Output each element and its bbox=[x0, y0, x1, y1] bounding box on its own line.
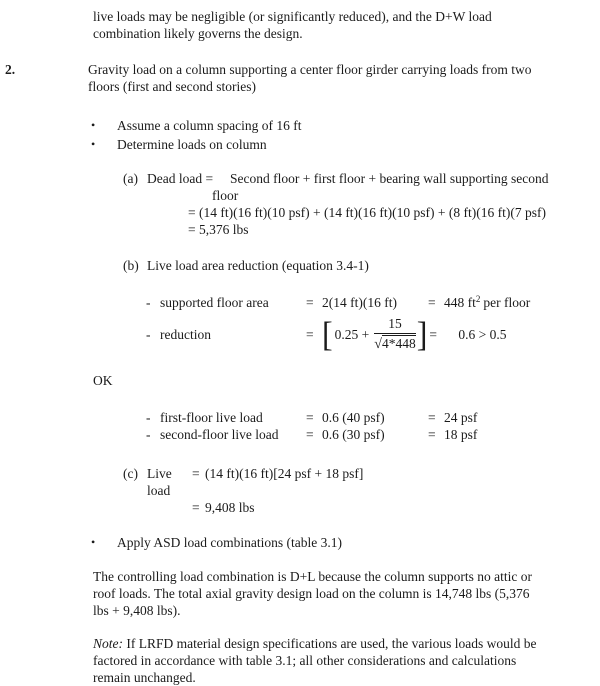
reduction-formula bbox=[333, 315, 417, 353]
left-bracket: [ bbox=[322, 314, 333, 354]
section-b-rows bbox=[0, 291, 600, 354]
row-expression: 0.6 (40 psf) bbox=[322, 410, 385, 425]
fraction-denominator bbox=[374, 334, 415, 353]
bullet-text: Apply ASD load combinations (table 3.1) bbox=[117, 535, 342, 550]
equals-sign: = bbox=[428, 410, 436, 425]
live-load-result: 9,408 lbs bbox=[205, 500, 255, 515]
dead-load-calc: = (14 ft)(16 ft)(10 psf) + (14 ft)(16 ft)(10 psf) + (8 ft)(16 ft)(7 psf) bbox=[188, 205, 546, 220]
dash-marker: - bbox=[146, 410, 151, 425]
live-load-head: Live load bbox=[147, 466, 172, 498]
row-label: first-floor live load bbox=[160, 410, 263, 425]
row-expression: 2(14 ft)(16 ft) bbox=[322, 295, 397, 310]
paragraph-line: Gravity load on a column supporting a center floor girder carrying loads from two bbox=[88, 62, 532, 77]
bullet-text: Assume a column spacing of 16 ft bbox=[117, 118, 302, 133]
equals-sign: = bbox=[192, 466, 200, 481]
note-label: Note: bbox=[93, 636, 123, 651]
fraction bbox=[374, 315, 415, 353]
row-result: 24 psf bbox=[444, 410, 478, 425]
note-text: If LRFD material design specifications are used, the various loads would be bbox=[126, 636, 537, 651]
numbered-item-2 bbox=[0, 61, 600, 95]
equals-sign: = bbox=[306, 326, 314, 342]
bullet-text: Determine loads on column bbox=[117, 137, 267, 152]
formula-term: 0.25 + bbox=[334, 326, 370, 342]
bullet-list bbox=[0, 116, 600, 154]
row-label: second-floor live load bbox=[160, 427, 279, 442]
calc-row-second-floor bbox=[146, 426, 600, 443]
live-load-expression: (14 ft)(16 ft)[24 psf + 18 psf] bbox=[205, 466, 364, 481]
dead-load-head: Dead load = bbox=[147, 171, 214, 186]
paragraph-line: floors (first and second stories) bbox=[88, 79, 256, 94]
row-label: reduction bbox=[160, 326, 211, 342]
row-label: supported floor area bbox=[160, 295, 269, 310]
paragraph-line: factored in accordance with table 3.1; all other considerations and calculations bbox=[93, 653, 517, 668]
fraction-numerator: 15 bbox=[374, 315, 415, 334]
paragraph-line: live loads may be negligible (or significantly reduced), and the D+W load bbox=[93, 9, 492, 24]
dead-load-wrap: floor bbox=[212, 188, 239, 203]
section-a-headline bbox=[123, 170, 600, 187]
dead-load-expression: Second floor + first floor + bearing wall supporting second bbox=[230, 171, 549, 186]
bullet-item-asd bbox=[91, 533, 600, 552]
section-c-live-load bbox=[123, 465, 600, 516]
row-result: 0.6 > 0.5 bbox=[458, 326, 507, 342]
bullet-icon: • bbox=[91, 137, 96, 151]
sqrt-icon: √ bbox=[374, 337, 382, 352]
result-text: 448 ft bbox=[444, 295, 476, 310]
row-expression: 0.6 (30 psf) bbox=[322, 427, 385, 442]
result-text: per floor bbox=[483, 295, 531, 310]
calc-row-first-floor bbox=[146, 409, 600, 426]
dead-load-result: = 5,376 lbs bbox=[188, 222, 249, 237]
section-b-title: Live load area reduction (equation 3.4-1) bbox=[147, 258, 369, 273]
row-result bbox=[444, 291, 530, 311]
equals-sign: = bbox=[192, 500, 200, 515]
intro-paragraph bbox=[93, 8, 582, 42]
section-b-live-load-reduction bbox=[123, 257, 600, 274]
closing-paragraph bbox=[93, 568, 582, 619]
equals-sign: = bbox=[306, 427, 314, 442]
equals-sign: = bbox=[428, 427, 436, 442]
row-result: 18 psf bbox=[444, 427, 478, 442]
section-label: (b) bbox=[123, 258, 139, 273]
section-a-dead-load bbox=[123, 170, 600, 238]
section-b-headline bbox=[123, 257, 600, 274]
ok-text: OK bbox=[93, 373, 113, 388]
paragraph-line: roof loads. The total axial gravity design load on the column is 14,748 lbs (5,376 bbox=[93, 586, 530, 601]
calc-row-reduction bbox=[146, 314, 600, 354]
radicand: 4*448 bbox=[381, 336, 416, 351]
superscript: 2 bbox=[475, 294, 481, 304]
item-number: 2. bbox=[5, 62, 16, 77]
bullet-item bbox=[91, 135, 600, 154]
bullet-item bbox=[91, 116, 600, 135]
equals-sign: = bbox=[429, 326, 437, 342]
paragraph-line: combination likely governs the design. bbox=[93, 26, 303, 41]
item-text bbox=[88, 61, 532, 95]
section-c-headline bbox=[123, 465, 600, 499]
equals-sign: = bbox=[306, 410, 314, 425]
equals-sign: = bbox=[428, 295, 436, 310]
bullet-icon: • bbox=[91, 118, 96, 132]
paragraph-line: lbs + 9,408 lbs). bbox=[93, 603, 181, 618]
bullet-icon: • bbox=[91, 535, 96, 549]
note-paragraph bbox=[93, 635, 582, 686]
live-load-rows bbox=[0, 409, 600, 443]
dash-marker: - bbox=[146, 427, 151, 442]
section-label: (a) bbox=[123, 171, 138, 186]
calc-row-supported-area bbox=[146, 291, 600, 311]
dash-marker: - bbox=[146, 326, 151, 342]
equals-sign: = bbox=[306, 295, 314, 310]
paragraph-line: The controlling load combination is D+L because the column supports no attic or bbox=[93, 569, 533, 584]
section-label: (c) bbox=[123, 466, 138, 481]
paragraph-line bbox=[93, 635, 582, 652]
paragraph-line: remain unchanged. bbox=[93, 670, 196, 685]
live-load-result-line bbox=[192, 499, 600, 516]
dash-marker: - bbox=[146, 295, 151, 310]
right-bracket: ] bbox=[416, 314, 428, 354]
